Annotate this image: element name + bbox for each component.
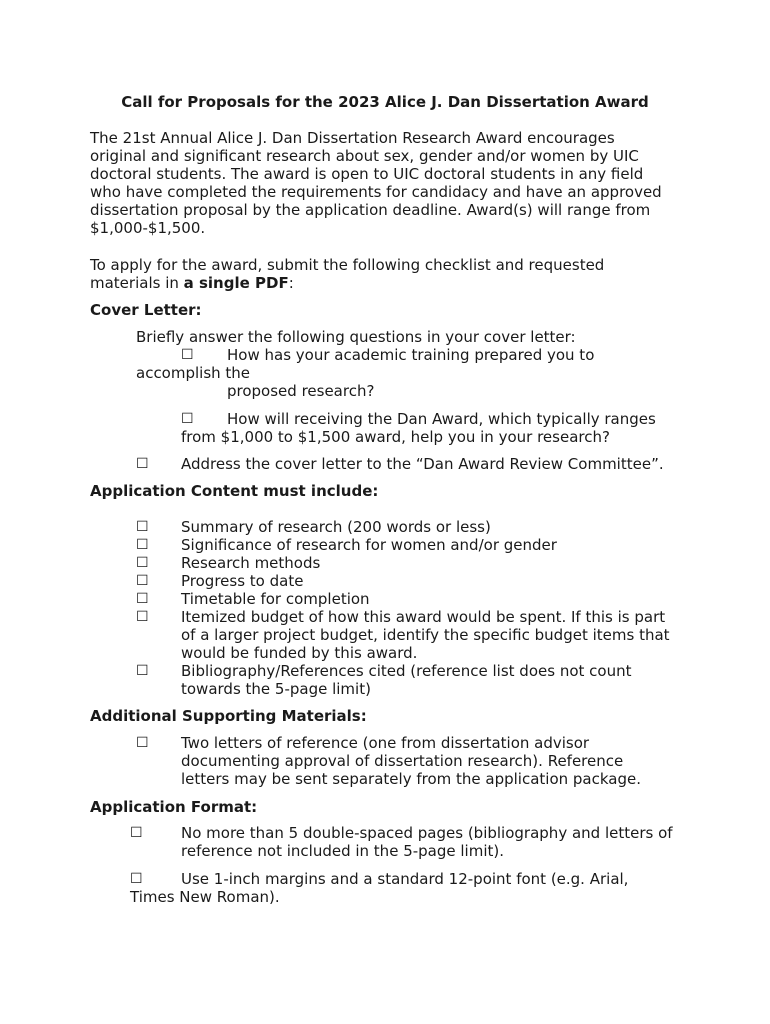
checkbox-icon[interactable]: ☐ [136, 456, 149, 472]
cover-letter-intro: Briefly answer the following questions in your cover letter: [136, 328, 576, 346]
single-pdf-emphasis: a single PDF [183, 274, 289, 292]
apply-instructions-line-1: To apply for the award, submit the following checklist and requested [90, 256, 605, 274]
cover-question-2: How will receiving the Dan Award, which typically ranges from $1,000 to $1,500 award, help you in your research? [181, 410, 656, 446]
document-title: Call for Proposals for the 2023 Alice J. Dan Dissertation Award [121, 93, 649, 111]
format-item-page-limit: No more than 5 double-spaced pages (bibliography and letters of reference not included in the 5-page limit). [181, 824, 673, 860]
content-item-bibliography: Bibliography/References cited (reference list does not count towards the 5-page limit) [181, 662, 632, 698]
content-item-budget: Itemized budget of how this award would be spent. If this is part of a larger project budget, identify the specific budget items that would be funded by this award. [181, 608, 670, 662]
checkbox-icon[interactable]: ☐ [136, 591, 149, 607]
content-item-timetable: Timetable for completion [181, 590, 370, 608]
checkbox-icon[interactable]: ☐ [136, 555, 149, 571]
apply-suffix: : [288, 274, 294, 292]
checkbox-icon[interactable]: ☐ [136, 609, 149, 625]
intro-paragraph: The 21st Annual Alice J. Dan Dissertation Research Award encourages original and significant research about sex, gender and/or women by UIC doctoral students. The award is open to UIC doctoral students in any field who have completed the requirements for candidacy and have an approved dissertation proposal by the application deadline. Award(s) will range from $1,000-$1,500. [90, 129, 662, 237]
checkbox-icon[interactable]: ☐ [130, 825, 143, 841]
checkbox-icon[interactable]: ☐ [130, 871, 143, 887]
application-content-heading: Application Content must include: [90, 482, 379, 500]
cover-question-1-line-1: How has your academic training prepared you to [227, 346, 595, 364]
cover-address-item: Address the cover letter to the “Dan Award Review Committee”. [181, 455, 664, 473]
cover-question-1-line-3: proposed research? [227, 382, 375, 400]
apply-instructions-line-2 [90, 274, 294, 292]
cover-letter-heading: Cover Letter: [90, 301, 202, 319]
checkbox-icon[interactable]: ☐ [136, 735, 149, 751]
apply-prefix: materials in [90, 274, 184, 292]
content-item-summary: Summary of research (200 words or less) [181, 518, 491, 536]
supporting-materials-heading: Additional Supporting Materials: [90, 707, 367, 725]
checkbox-icon[interactable]: ☐ [181, 347, 194, 363]
cover-question-1-line-2: accomplish the [136, 364, 251, 382]
checkbox-icon[interactable]: ☐ [136, 663, 149, 679]
format-item-margins-line-1: Use 1-inch margins and a standard 12-point font (e.g. Arial, [181, 870, 629, 888]
content-item-methods: Research methods [181, 554, 321, 572]
supporting-item-references: Two letters of reference (one from dissertation advisor documenting approval of dissertation research). Reference letters may be sent separately from the application package. [181, 734, 642, 788]
application-format-heading: Application Format: [90, 798, 258, 816]
content-item-significance: Significance of research for women and/or gender [181, 536, 557, 554]
content-item-progress: Progress to date [181, 572, 304, 590]
checkbox-icon[interactable]: ☐ [136, 573, 149, 589]
checkbox-icon[interactable]: ☐ [136, 519, 149, 535]
checkbox-icon[interactable]: ☐ [181, 411, 194, 427]
checkbox-icon[interactable]: ☐ [136, 537, 149, 553]
format-item-margins-line-2: Times New Roman). [130, 888, 280, 906]
